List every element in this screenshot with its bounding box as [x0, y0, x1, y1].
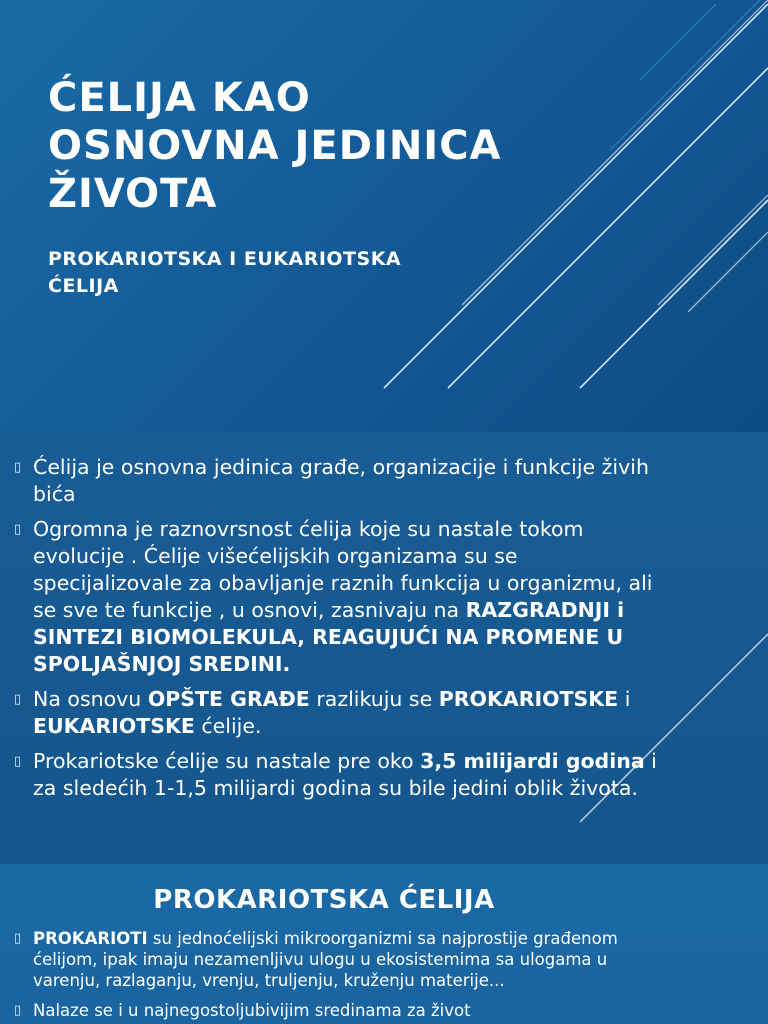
bullet-text: Na osnovu [33, 687, 148, 711]
content-slide [0, 864, 768, 1024]
title-line: OSNOVNA JEDINICA [48, 123, 502, 169]
bullet-emphasis: PROKARIOTSKE [438, 687, 619, 711]
bullet-emphasis: RAZGRADNJI i [465, 598, 625, 622]
bullet-text: za sledećih 1-1,5 milijardi godina su bile jedini oblik života. [33, 776, 638, 800]
bullet-text: Ogromna je raznovrsnost ćelija koje su nastale tokom [33, 517, 584, 541]
bullet-text: varenju, razlaganju, vrenju, truljenju, kruženju materije... [33, 971, 505, 990]
bullet-list [14, 454, 730, 810]
arrow-bullet-icon: ▯ [14, 754, 22, 769]
title-slide [0, 0, 768, 432]
bullet-text: i [644, 749, 657, 773]
bullet-text: ćelijom, ipak imaju nezamenljivu ulogu u ekosistemima sa ulogama u [33, 950, 608, 969]
list-item [14, 1000, 730, 1021]
title-line: ŽIVOTA [48, 171, 218, 217]
arrow-bullet-icon: ▯ [14, 460, 22, 475]
bullet-text: razlikuju se [309, 687, 439, 711]
arrow-bullet-icon: ▯ [14, 522, 22, 537]
bullet-emphasis: PROKARIOTI [33, 929, 148, 948]
bullet-text: specijalizovale za obavljanje raznih funkcija u organizmu, ali [33, 571, 653, 595]
list-item [14, 748, 730, 802]
list-item [14, 516, 730, 678]
content-slide [0, 432, 768, 864]
list-item [14, 454, 730, 508]
subtitle-line: ĆELIJA [48, 275, 119, 297]
slide-title: PROKARIOTSKA ĆELIJA [153, 885, 495, 915]
bullet-text: evolucije . Ćelije višećelijskih organizama su se [33, 544, 518, 568]
arrow-bullet-icon: ▯ [14, 1003, 22, 1018]
bullet-emphasis: 3,5 milijardi godina [420, 749, 645, 773]
bullet-list [14, 928, 730, 1024]
list-item [14, 686, 730, 740]
bullet-text: Prokariotske ćelije su nastale pre oko [33, 749, 421, 773]
arrow-bullet-icon: ▯ [14, 931, 22, 946]
subtitle-line: PROKARIOTSKA I EUKARIOTSKA [48, 248, 402, 270]
bullet-text: i [618, 687, 631, 711]
bullet-emphasis: SINTEZI BIOMOLEKULA, REAGUJUĆI NA PROMENE U [33, 625, 624, 649]
bullet-text: bića [33, 482, 76, 506]
title-line: ĆELIJA KAO [48, 75, 311, 121]
bullet-text: Nalaze se i u najnegostoljubivijim sredinama za život [33, 1001, 471, 1020]
slide-subtitle [48, 246, 401, 300]
bullet-text: ćelije. [194, 714, 262, 738]
list-item [14, 928, 730, 991]
arrow-bullet-icon: ▯ [14, 692, 22, 707]
bullet-emphasis: EUKARIOTSKE [33, 714, 195, 738]
bullet-text: Ćelija je osnovna jedinica građe, organizacije i funkcije živih [33, 455, 649, 479]
slide-title [48, 74, 502, 218]
bullet-emphasis: SPOLJAŠNJOJ SREDINI. [33, 652, 291, 676]
bullet-emphasis: OPŠTE GRAĐE [147, 687, 310, 711]
bullet-text: se sve te funkcije , u osnovi, zasnivaju na [33, 598, 466, 622]
bullet-text: su jednoćelijski mikroorganizmi sa najprostije građenom [147, 929, 618, 948]
